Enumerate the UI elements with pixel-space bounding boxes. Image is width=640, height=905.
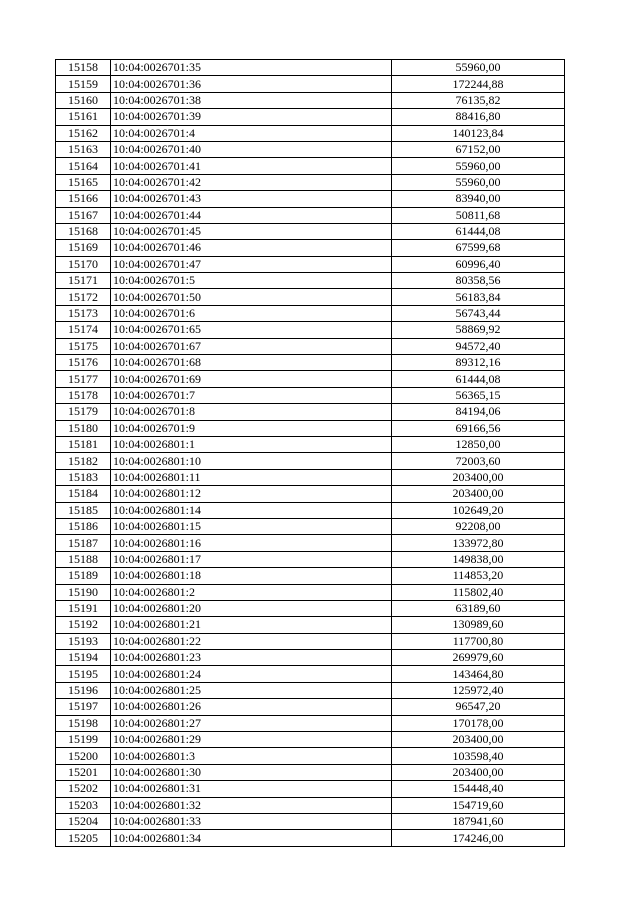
value-cell: 125972,40	[392, 682, 565, 698]
row-number-cell: 15186	[56, 518, 111, 534]
value-cell: 203400,00	[392, 469, 565, 485]
value-cell: 58869,92	[392, 322, 565, 338]
cadastral-number-cell: 10:04:0026701:44	[111, 207, 392, 223]
table-row	[56, 600, 565, 616]
value-cell: 69166,56	[392, 420, 565, 436]
table-row	[56, 125, 565, 141]
value-cell: 114853,20	[392, 568, 565, 584]
table-body	[56, 60, 565, 847]
table-row	[56, 387, 565, 403]
table-row	[56, 715, 565, 731]
row-number-cell: 15193	[56, 633, 111, 649]
row-number-cell: 15187	[56, 535, 111, 551]
value-cell: 149838,00	[392, 551, 565, 567]
cadastral-number-cell: 10:04:0026701:50	[111, 289, 392, 305]
table-row	[56, 502, 565, 518]
cadastral-number-cell: 10:04:0026801:12	[111, 486, 392, 502]
value-cell: 103598,40	[392, 748, 565, 764]
table-row	[56, 535, 565, 551]
cadastral-number-cell: 10:04:0026801:26	[111, 699, 392, 715]
table-row	[56, 158, 565, 174]
cadastral-number-cell: 10:04:0026701:67	[111, 338, 392, 354]
cadastral-number-cell: 10:04:0026801:20	[111, 600, 392, 616]
row-number-cell: 15170	[56, 256, 111, 272]
value-cell: 203400,00	[392, 764, 565, 780]
row-number-cell: 15173	[56, 305, 111, 321]
row-number-cell: 15178	[56, 387, 111, 403]
cadastral-number-cell: 10:04:0026801:32	[111, 797, 392, 813]
row-number-cell: 15184	[56, 486, 111, 502]
table-row	[56, 420, 565, 436]
table-row	[56, 355, 565, 371]
row-number-cell: 15191	[56, 600, 111, 616]
value-cell: 72003,60	[392, 453, 565, 469]
cadastral-number-cell: 10:04:0026701:68	[111, 355, 392, 371]
value-cell: 56365,15	[392, 387, 565, 403]
value-cell: 55960,00	[392, 60, 565, 76]
value-cell: 83940,00	[392, 191, 565, 207]
cadastral-number-cell: 10:04:0026801:24	[111, 666, 392, 682]
table-row	[56, 830, 565, 846]
table-row	[56, 92, 565, 108]
value-cell: 102649,20	[392, 502, 565, 518]
value-cell: 84194,06	[392, 404, 565, 420]
value-cell: 143464,80	[392, 666, 565, 682]
table-row	[56, 813, 565, 829]
table-row	[56, 584, 565, 600]
row-number-cell: 15171	[56, 273, 111, 289]
cadastral-number-cell: 10:04:0026801:11	[111, 469, 392, 485]
cadastral-number-cell: 10:04:0026801:21	[111, 617, 392, 633]
row-number-cell: 15158	[56, 60, 111, 76]
cadastral-number-cell: 10:04:0026701:6	[111, 305, 392, 321]
value-cell: 56743,44	[392, 305, 565, 321]
cadastral-number-cell: 10:04:0026701:42	[111, 174, 392, 190]
row-number-cell: 15198	[56, 715, 111, 731]
cadastral-number-cell: 10:04:0026801:22	[111, 633, 392, 649]
table-row	[56, 223, 565, 239]
table-row	[56, 207, 565, 223]
cadastral-number-cell: 10:04:0026801:14	[111, 502, 392, 518]
cadastral-number-cell: 10:04:0026701:40	[111, 141, 392, 157]
row-number-cell: 15205	[56, 830, 111, 846]
row-number-cell: 15165	[56, 174, 111, 190]
cadastral-number-cell: 10:04:0026801:15	[111, 518, 392, 534]
row-number-cell: 15194	[56, 650, 111, 666]
value-cell: 130989,60	[392, 617, 565, 633]
row-number-cell: 15167	[56, 207, 111, 223]
cadastral-number-cell: 10:04:0026801:2	[111, 584, 392, 600]
value-cell: 50811,68	[392, 207, 565, 223]
row-number-cell: 15168	[56, 223, 111, 239]
value-cell: 269979,60	[392, 650, 565, 666]
value-cell: 67599,68	[392, 240, 565, 256]
cadastral-number-cell: 10:04:0026801:3	[111, 748, 392, 764]
row-number-cell: 15175	[56, 338, 111, 354]
table-row	[56, 568, 565, 584]
table-row	[56, 76, 565, 92]
row-number-cell: 15200	[56, 748, 111, 764]
value-cell: 94572,40	[392, 338, 565, 354]
cadastral-number-cell: 10:04:0026701:5	[111, 273, 392, 289]
cadastral-number-cell: 10:04:0026701:45	[111, 223, 392, 239]
value-cell: 154448,40	[392, 781, 565, 797]
table-row	[56, 764, 565, 780]
row-number-cell: 15161	[56, 109, 111, 125]
table-row	[56, 322, 565, 338]
cadastral-number-cell: 10:04:0026701:46	[111, 240, 392, 256]
value-cell: 115802,40	[392, 584, 565, 600]
value-cell: 55960,00	[392, 158, 565, 174]
cadastral-number-cell: 10:04:0026801:34	[111, 830, 392, 846]
row-number-cell: 15183	[56, 469, 111, 485]
table-row	[56, 666, 565, 682]
cadastral-value-table	[55, 59, 565, 847]
cadastral-number-cell: 10:04:0026701:9	[111, 420, 392, 436]
row-number-cell: 15169	[56, 240, 111, 256]
row-number-cell: 15159	[56, 76, 111, 92]
table-row	[56, 633, 565, 649]
cadastral-number-cell: 10:04:0026701:69	[111, 371, 392, 387]
row-number-cell: 15174	[56, 322, 111, 338]
table-row	[56, 797, 565, 813]
table-row	[56, 338, 565, 354]
cadastral-number-cell: 10:04:0026701:41	[111, 158, 392, 174]
cadastral-number-cell: 10:04:0026801:16	[111, 535, 392, 551]
row-number-cell: 15202	[56, 781, 111, 797]
value-cell: 203400,00	[392, 732, 565, 748]
value-cell: 67152,00	[392, 141, 565, 157]
row-number-cell: 15195	[56, 666, 111, 682]
row-number-cell: 15172	[56, 289, 111, 305]
cadastral-number-cell: 10:04:0026801:29	[111, 732, 392, 748]
table-row	[56, 469, 565, 485]
table-row	[56, 174, 565, 190]
row-number-cell: 15162	[56, 125, 111, 141]
cadastral-number-cell: 10:04:0026701:39	[111, 109, 392, 125]
row-number-cell: 15163	[56, 141, 111, 157]
row-number-cell: 15160	[56, 92, 111, 108]
table-row	[56, 404, 565, 420]
cadastral-number-cell: 10:04:0026701:47	[111, 256, 392, 272]
cadastral-number-cell: 10:04:0026801:18	[111, 568, 392, 584]
table-row	[56, 551, 565, 567]
table-row	[56, 699, 565, 715]
cadastral-number-cell: 10:04:0026701:38	[111, 92, 392, 108]
table-row	[56, 141, 565, 157]
row-number-cell: 15189	[56, 568, 111, 584]
row-number-cell: 15196	[56, 682, 111, 698]
table-row	[56, 486, 565, 502]
table-row	[56, 617, 565, 633]
cadastral-number-cell: 10:04:0026801:17	[111, 551, 392, 567]
value-cell: 140123,84	[392, 125, 565, 141]
value-cell: 117700,80	[392, 633, 565, 649]
row-number-cell: 15166	[56, 191, 111, 207]
cadastral-number-cell: 10:04:0026801:10	[111, 453, 392, 469]
value-cell: 76135,82	[392, 92, 565, 108]
table-row	[56, 371, 565, 387]
row-number-cell: 15176	[56, 355, 111, 371]
document-page	[55, 59, 565, 847]
value-cell: 61444,08	[392, 371, 565, 387]
cadastral-number-cell: 10:04:0026701:35	[111, 60, 392, 76]
value-cell: 96547,20	[392, 699, 565, 715]
cadastral-number-cell: 10:04:0026801:27	[111, 715, 392, 731]
cadastral-number-cell: 10:04:0026701:7	[111, 387, 392, 403]
table-row	[56, 682, 565, 698]
value-cell: 172244,88	[392, 76, 565, 92]
row-number-cell: 15204	[56, 813, 111, 829]
table-row	[56, 650, 565, 666]
row-number-cell: 15179	[56, 404, 111, 420]
row-number-cell: 15181	[56, 436, 111, 452]
cadastral-number-cell: 10:04:0026701:8	[111, 404, 392, 420]
value-cell: 60996,40	[392, 256, 565, 272]
row-number-cell: 15185	[56, 502, 111, 518]
cadastral-number-cell: 10:04:0026701:43	[111, 191, 392, 207]
row-number-cell: 15190	[56, 584, 111, 600]
table-row	[56, 453, 565, 469]
row-number-cell: 15180	[56, 420, 111, 436]
table-row	[56, 109, 565, 125]
cadastral-number-cell: 10:04:0026801:33	[111, 813, 392, 829]
row-number-cell: 15192	[56, 617, 111, 633]
table-row	[56, 305, 565, 321]
value-cell: 89312,16	[392, 355, 565, 371]
table-row	[56, 240, 565, 256]
table-row	[56, 289, 565, 305]
value-cell: 80358,56	[392, 273, 565, 289]
value-cell: 12850,00	[392, 436, 565, 452]
table-row	[56, 732, 565, 748]
cadastral-number-cell: 10:04:0026801:31	[111, 781, 392, 797]
cadastral-number-cell: 10:04:0026801:30	[111, 764, 392, 780]
cadastral-number-cell: 10:04:0026801:23	[111, 650, 392, 666]
value-cell: 133972,80	[392, 535, 565, 551]
value-cell: 203400,00	[392, 486, 565, 502]
value-cell: 56183,84	[392, 289, 565, 305]
table-row	[56, 748, 565, 764]
row-number-cell: 15197	[56, 699, 111, 715]
table-row	[56, 781, 565, 797]
cadastral-number-cell: 10:04:0026801:1	[111, 436, 392, 452]
cadastral-number-cell: 10:04:0026701:65	[111, 322, 392, 338]
table-row	[56, 256, 565, 272]
table-row	[56, 518, 565, 534]
value-cell: 88416,80	[392, 109, 565, 125]
table-row	[56, 60, 565, 76]
value-cell: 170178,00	[392, 715, 565, 731]
row-number-cell: 15201	[56, 764, 111, 780]
value-cell: 61444,08	[392, 223, 565, 239]
cadastral-number-cell: 10:04:0026701:36	[111, 76, 392, 92]
value-cell: 63189,60	[392, 600, 565, 616]
value-cell: 187941,60	[392, 813, 565, 829]
row-number-cell: 15177	[56, 371, 111, 387]
value-cell: 174246,00	[392, 830, 565, 846]
table-row	[56, 273, 565, 289]
row-number-cell: 15188	[56, 551, 111, 567]
row-number-cell: 15164	[56, 158, 111, 174]
row-number-cell: 15182	[56, 453, 111, 469]
value-cell: 154719,60	[392, 797, 565, 813]
cadastral-number-cell: 10:04:0026801:25	[111, 682, 392, 698]
table-row	[56, 191, 565, 207]
row-number-cell: 15203	[56, 797, 111, 813]
cadastral-number-cell: 10:04:0026701:4	[111, 125, 392, 141]
row-number-cell: 15199	[56, 732, 111, 748]
table-row	[56, 436, 565, 452]
value-cell: 55960,00	[392, 174, 565, 190]
value-cell: 92208,00	[392, 518, 565, 534]
